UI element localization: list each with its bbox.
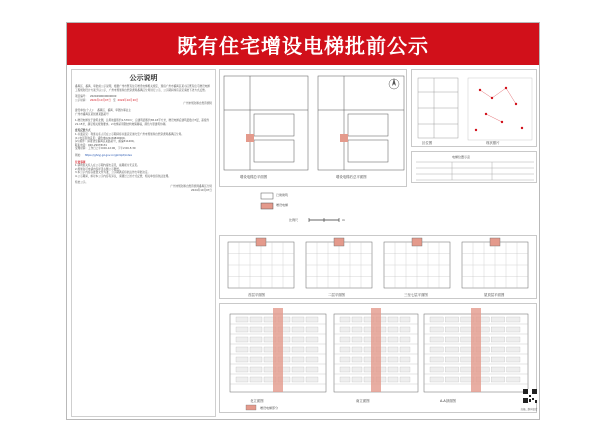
location-map-panel (411, 69, 537, 147)
elevator-shaft-mark (371, 308, 381, 392)
period-label: 公示时间： (75, 98, 88, 102)
design-summary: 1.增设电梯位于建筑北侧，总用地面积约1,570m²，总建筑面积约38.43平方米，增设电梯后建筑层数为7层，高度约21.15米，满足相关规划要求。2.电梯采用钢结构玻璃幕墙，颜色与原建筑协调。 (75, 119, 210, 126)
floor-plans-drawing (220, 236, 538, 300)
elev-3-label: A-A剖面图 (440, 399, 456, 403)
notice-title: 公示说明 (129, 74, 158, 82)
legend-new-swatch (261, 203, 273, 209)
closing: 特此公示。 (75, 181, 88, 185)
note-item: 3.本公示内容以批准文件为准，公示期满后将依法作出审批决定。 (75, 171, 151, 175)
period-end: 2024年10月20日 (117, 98, 139, 102)
site-plan-drawing (220, 70, 408, 188)
period-start: 2024年10月07日 (89, 98, 111, 102)
site-plan-panel (219, 69, 407, 187)
elevator-shaft-mark (490, 238, 500, 246)
notice-intro: 番禺区、番禺、审批前公示说明，根据广州市既有住宅增设电梯相关规定，现将广州市番禺区某小区既有住宅增设电梯工程规划设计方案予以公示，广州市规划和自然资源局番禺区分局进行公示，公示期间如有意见请按下述方式反馈。 (75, 85, 210, 92)
qr-code-icon[interactable] (523, 389, 537, 403)
approval-table-panel (411, 151, 537, 183)
elev-legend-swatch (246, 405, 256, 410)
legend-existing-swatch (261, 193, 273, 199)
location-map-label: 区位图 (422, 141, 433, 145)
title-banner (67, 23, 539, 65)
period-to: 至 (112, 98, 116, 102)
feedback-title: 意见反馈方式 (75, 129, 91, 133)
project-code: 2024090000000000 (89, 95, 117, 99)
elevations-drawing (220, 304, 538, 414)
new-elevator-mark (340, 134, 348, 142)
site-plan-right-label: 增设电梯后总平面图 (336, 175, 367, 179)
plan-3-label: 三至七层平面图 (404, 293, 428, 297)
elevations-panel (219, 303, 537, 413)
legend (259, 189, 369, 229)
site-plan-left-label: 增设电梯总平面图 (240, 175, 268, 179)
elev-1-label: 北立面图 (250, 399, 264, 403)
feedback-item: (2) 邮件：请寄送至番禺区某路某号，邮编511400。 (75, 140, 137, 144)
elevator-shaft-mark (412, 238, 422, 246)
plan-1-label: 首层平面图 (248, 293, 265, 297)
scale-label: 比例尺 (289, 218, 299, 222)
unit-label: 广州市规划和自然资源局 (183, 102, 212, 106)
legend-existing-label: 已建建筑 (276, 193, 289, 197)
note-item: 2.规划许可申请内容详见右侧公示图纸。 (75, 167, 122, 171)
applicant: 番禺区、番禺、审图办事业主 (97, 108, 131, 112)
elevator-shaft-mark (256, 238, 266, 246)
address: 广州市番禺区某街道某路某号 (75, 112, 109, 116)
floor-plans-panel (219, 235, 537, 299)
note-item: 4.公示期间，如对本公示内容有异议，请通过上述方式反馈，相关单位将依法处理。 (75, 174, 171, 178)
drawings-area (219, 69, 537, 417)
feedback-item: 受理时间：工作日上午9:00-12:00，下午2:00-5:30 (75, 147, 136, 151)
website-link[interactable]: https://ghzyj.gz.gov.cn/gkmlpt/index (84, 153, 133, 157)
elevator-shaft-mark (273, 308, 283, 392)
plan-4-label: 屋顶层平面图 (484, 293, 505, 297)
elev-legend: 增设电梯部分 (260, 406, 279, 410)
notes-title: 注意事项 (75, 160, 86, 164)
elevator-shaft-mark (471, 308, 481, 392)
notice-panel (71, 69, 216, 417)
feedback-item: (1) 电话咨询意见：请致电020-84840000。 (75, 136, 128, 140)
note-item: 1.请利害关系人在公示期内提出意见，逾期视为无意见。 (75, 164, 140, 168)
plan-2-label: 二层平面图 (328, 293, 345, 297)
photo-label: 现状照片 (486, 141, 500, 145)
applicant-label: 建设单位(个人)： (75, 108, 96, 112)
feedback-item: 1.书面意见：利害关系人可在公示期间将书面意见递交至广州市规划和自然资源局番禺区分局。 (75, 132, 184, 136)
scale-unit: m (342, 218, 345, 222)
website-label: 网址： (75, 153, 83, 157)
sign-date: 2024年10月07日 (191, 188, 212, 192)
notice-board (66, 22, 540, 420)
new-elevator-mark (246, 134, 254, 142)
elev-2-label: 南立面图 (356, 399, 370, 403)
banner-title: 既有住宅增设电梯批前公示 (177, 33, 429, 58)
approval-label: 电梯位置示意 (452, 155, 471, 159)
qr-caption: 扫描二维码查看 (520, 408, 538, 411)
elevator-shaft-mark (334, 238, 344, 246)
signature: 广州市规划和自然资源局番禺区分局 (170, 185, 212, 189)
feedback-item: 联系电话：020-29978131 (75, 143, 108, 147)
project-code-label: 项目编号： (75, 95, 88, 99)
legend-new-label: 增设电梯 (276, 203, 289, 207)
